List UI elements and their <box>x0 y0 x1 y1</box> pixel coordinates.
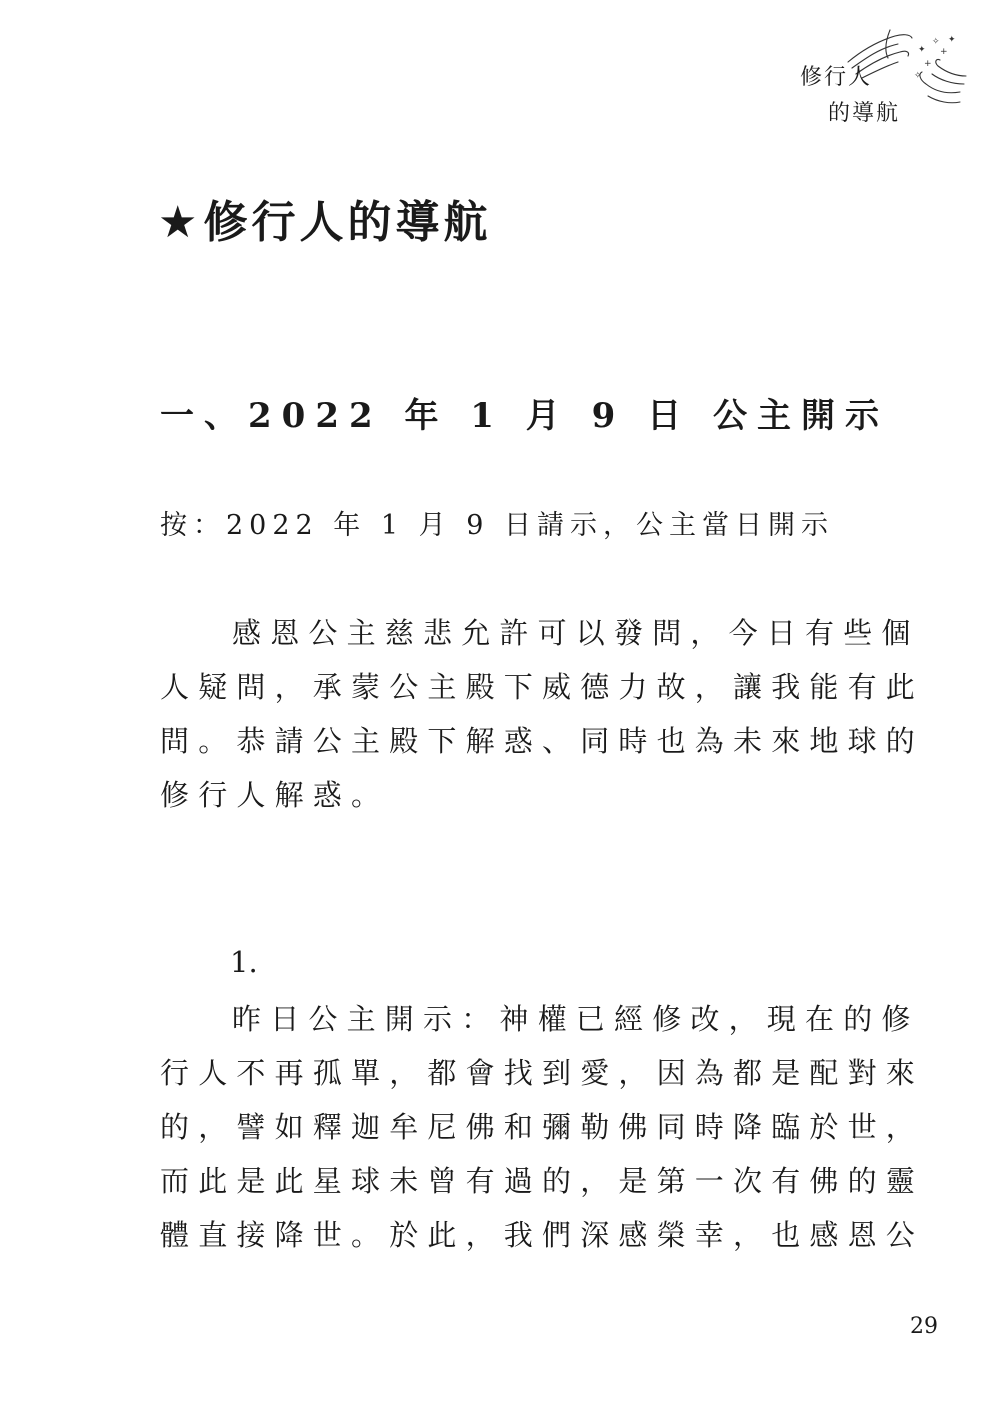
chapter-title-text: 修行人的導航 <box>203 197 492 248</box>
star-icon: ★ <box>158 197 202 248</box>
svg-text:✧: ✧ <box>914 71 922 81</box>
running-header-line2: 的導航 <box>828 101 901 126</box>
svg-text:✧: ✧ <box>932 37 940 47</box>
svg-text:+: + <box>924 59 932 69</box>
section-title: 一、2022 年 1 月 9 日 公主開示 <box>160 396 889 436</box>
paragraph-line: 人疑問，承蒙公主殿下威德力故，讓我能有此 <box>160 670 925 704</box>
paragraph-line: 感恩公主慈悲允許可以發問，今日有些個 <box>232 616 920 650</box>
svg-text:✦: ✦ <box>948 35 956 45</box>
svg-text:+: + <box>940 47 948 57</box>
paragraph-line: 修行人解惑。 <box>160 778 390 812</box>
item-number: 1. <box>230 945 258 979</box>
paragraph-2 <box>160 992 925 1262</box>
paragraph-line: 昨日公主開示：神權已經修改，現在的修 <box>232 1002 920 1036</box>
chapter-title <box>158 186 491 250</box>
running-header <box>800 58 930 128</box>
paragraph-line: 而此是此星球未曾有過的，是第一次有佛的靈 <box>160 1164 925 1198</box>
paragraph-1 <box>160 606 925 822</box>
svg-text:✦: ✦ <box>918 45 926 55</box>
note-line: 按：2022 年 1 月 9 日請示，公主當日開示 <box>160 510 834 541</box>
paragraph-line: 問。恭請公主殿下解惑、同時也為未來地球的 <box>160 724 925 758</box>
paragraph-line: 體直接降世。於此，我們深感榮幸，也感恩公 <box>160 1218 925 1252</box>
running-header-line1: 修行人 <box>800 65 873 90</box>
paragraph-line: 的，譬如釋迦牟尼佛和彌勒佛同時降臨於世， <box>160 1110 925 1144</box>
page-number: 29 <box>910 1314 938 1339</box>
paragraph-line: 行人不再孤單，都會找到愛，因為都是配對來 <box>160 1056 925 1090</box>
